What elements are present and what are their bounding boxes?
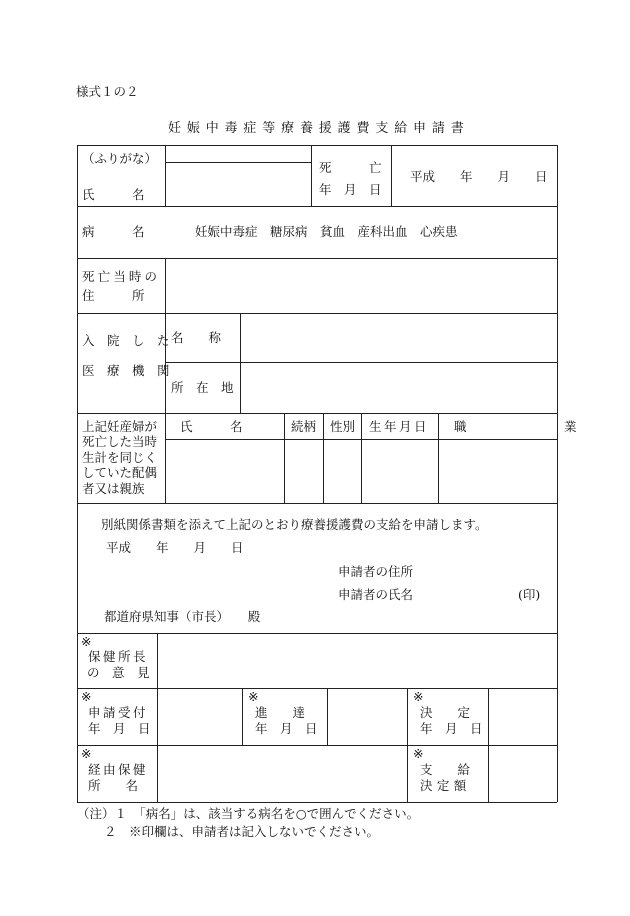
hospital-label-1: 入 院 し た — [82, 333, 170, 348]
health-center-label-1: 保健所長 — [88, 649, 149, 664]
table2-line — [77, 688, 557, 689]
table2-line — [557, 633, 558, 802]
death-date-field[interactable]: 平成 年 月 日 — [410, 169, 548, 184]
table2-line — [77, 745, 557, 746]
decision-label-1: 決 定 — [420, 705, 471, 720]
declaration-border — [77, 503, 78, 633]
table1-line — [311, 145, 312, 206]
family-col-occupation: 職 業 — [454, 419, 592, 434]
declaration-border — [557, 503, 558, 633]
office-mark: ※ — [413, 746, 424, 761]
table1-line — [165, 145, 166, 206]
reception-label-2: 年 月 日 — [88, 721, 151, 736]
hospital-location-field[interactable] — [242, 364, 555, 411]
table2-line — [77, 633, 78, 802]
family-name-field[interactable] — [167, 441, 282, 501]
family-label-2: 死亡した当時 — [82, 434, 158, 449]
office-mark: ※ — [81, 634, 92, 649]
family-label-3: 生計を同じく — [82, 450, 158, 465]
via-health-center-field[interactable] — [159, 747, 405, 800]
health-center-label-2: の 意 見 — [87, 665, 150, 680]
form-title: 妊娠中毒症等療養援護費支給申請書 — [168, 121, 470, 136]
office-mark: ※ — [81, 746, 92, 761]
reception-date-field[interactable] — [159, 690, 240, 743]
table1-line — [77, 413, 557, 414]
progress-label-2: 年 月 日 — [255, 721, 318, 736]
address-field[interactable] — [167, 260, 555, 311]
table1-line — [438, 413, 439, 503]
decision-label-2: 年 月 日 — [420, 721, 483, 736]
progress-label-1: 進 達 — [255, 705, 306, 720]
table1-line — [77, 206, 557, 207]
family-col-birthdate: 生年月日 — [369, 419, 430, 434]
form-number: 様式１の２ — [76, 84, 139, 99]
family-label-4: していた配偶 — [82, 465, 158, 480]
family-label-1: 上記妊産婦が — [82, 419, 158, 434]
declaration-date[interactable]: 平成 年 月 日 — [106, 540, 244, 555]
disease-options[interactable]: 妊娠中毒症 糖尿病 貧血 産科出血 心疾患 — [195, 224, 458, 239]
table1-line — [165, 258, 166, 503]
table2-line — [77, 633, 557, 634]
health-center-opinion-field[interactable] — [159, 635, 555, 686]
amount-field[interactable] — [490, 747, 555, 800]
progress-date-field[interactable] — [329, 690, 405, 743]
office-mark: ※ — [81, 689, 92, 704]
family-col-relation: 続柄 — [291, 419, 317, 434]
amount-label-2: 決定額 — [420, 778, 471, 793]
table1-line — [284, 413, 285, 503]
table1-line — [77, 503, 557, 504]
table1-line — [391, 145, 392, 206]
table1-line — [77, 145, 557, 146]
seal-mark: (印) — [518, 587, 541, 602]
death-date-label: 死 亡 — [319, 160, 382, 175]
table2-line — [327, 688, 328, 745]
via-label-1: 経由保健 — [88, 762, 149, 777]
family-sex-field[interactable] — [325, 441, 359, 501]
table1-line — [165, 362, 557, 363]
table1-line — [77, 258, 557, 259]
applicant-address-label: 申請者の住所 — [338, 564, 414, 579]
family-label-5: 者又は親族 — [82, 481, 145, 496]
addressee: 都道府県知事（市長） 殿 — [104, 609, 261, 624]
family-occupation-field[interactable] — [440, 441, 555, 501]
reception-label-1: 申請受付 — [88, 705, 149, 720]
death-date-label-2: 年 月 日 — [319, 182, 382, 197]
family-col-sex: 性別 — [330, 419, 356, 434]
hospital-location-label: 所 在 地 — [171, 380, 234, 395]
family-relation-field[interactable] — [286, 441, 321, 501]
note-1: （注）１ 「病名」は、該当する病名を○で囲んでください。 — [77, 806, 420, 821]
office-mark: ※ — [248, 689, 259, 704]
hospital-name-field[interactable] — [242, 315, 555, 360]
furigana-label: （ふりがな） — [82, 151, 158, 166]
table1-line — [361, 413, 362, 503]
hospital-name-label: 名 称 — [171, 330, 222, 345]
amount-label-1: 支 給 — [420, 762, 471, 777]
furigana-field[interactable] — [167, 147, 309, 161]
family-birthdate-field[interactable] — [363, 441, 436, 501]
table1-line — [77, 313, 557, 314]
table1-line — [557, 145, 558, 503]
table1-line — [323, 413, 324, 503]
table1-line — [77, 145, 78, 503]
table2-line — [407, 688, 408, 802]
table2-line — [488, 688, 489, 802]
via-label-2: 所 名 — [88, 778, 139, 793]
table2-line — [77, 802, 557, 803]
declaration-statement: 別紙関係書類を添えて上記のとおり療養援護費の支給を申請します。 — [101, 517, 488, 532]
decision-date-field[interactable] — [490, 690, 555, 743]
table2-line — [157, 633, 158, 802]
hospital-label-2: 医 療 機 関 — [82, 363, 170, 378]
table2-line — [242, 688, 243, 745]
office-mark: ※ — [413, 689, 424, 704]
name-field[interactable] — [167, 164, 309, 204]
address-label-1: 死亡当時の — [82, 269, 161, 284]
address-label-2: 住 所 — [82, 288, 145, 303]
table1-line — [165, 162, 311, 163]
note-2: ２ ※印欄は、申請者は記入しないでください。 — [104, 824, 380, 839]
applicant-name-label: 申請者の氏名 — [338, 587, 414, 602]
name-label: 氏 名 — [82, 187, 145, 202]
family-col-name: 氏 名 — [180, 419, 243, 434]
table1-line — [240, 313, 241, 413]
disease-label: 病 名 — [82, 224, 145, 239]
